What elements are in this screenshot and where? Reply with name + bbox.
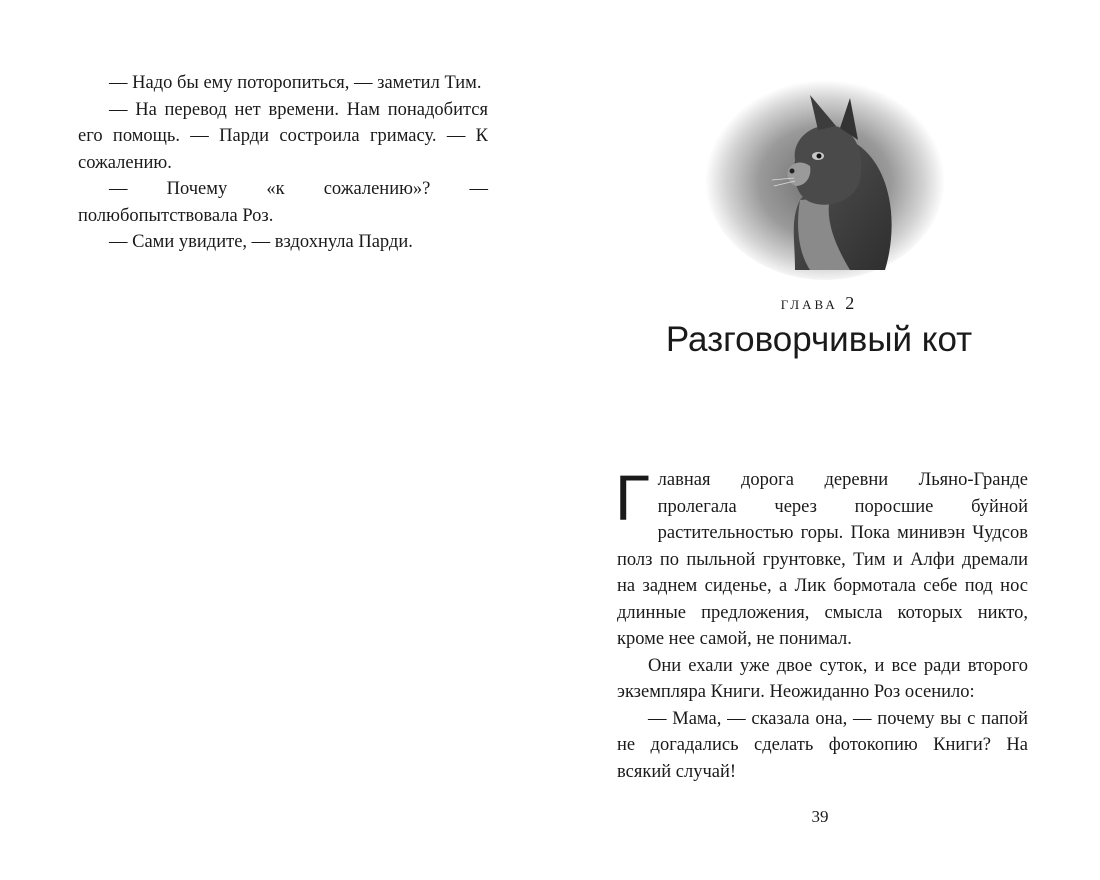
right-page-text bbox=[615, 462, 1028, 785]
chapter-title: Разговорчивый кот bbox=[665, 320, 973, 359]
right-paragraph: — Мама, — сказала она, — почему вы с папой не догадались сделать фотокопию Книги? На всякий случай! bbox=[617, 708, 1028, 782]
left-paragraph: — Почему «к сожалению»? — полюбопытствовала Роз. bbox=[78, 179, 488, 226]
cat-illustration bbox=[700, 70, 950, 280]
right-paragraph: Они ехали уже двое суток, и все ради второго экземпляра Книги. Неожиданно Роз осенило: bbox=[617, 655, 1028, 702]
cat-portrait-icon bbox=[700, 70, 950, 280]
drop-cap: Г bbox=[615, 462, 650, 534]
first-paragraph-text: лавная дорога деревни Льяно-Гранде пролегала через поросшие буйной растительностью горы. Пока минивэн Чудсов полз по пыльной грунтовке, Тим и Алфи дремали на заднем сиденье, а Лик бормотала себе под нос длинные предложения, смысла которых никто, кроме нее самой, не понимал. bbox=[617, 470, 1028, 649]
page-number: 39 bbox=[811, 807, 829, 826]
left-paragraph: — На перевод нет времени. Нам понадобится его помощь. — Парди состроила гримасу. — К сожалению. bbox=[78, 99, 488, 173]
chapter-label: глава 2 bbox=[780, 293, 858, 313]
first-paragraph bbox=[615, 462, 1028, 653]
left-paragraph: — Надо бы ему поторопиться, — заметил Тим. bbox=[109, 73, 482, 93]
left-page-text bbox=[78, 70, 488, 256]
left-paragraph: — Сами увидите, — вздохнула Парди. bbox=[109, 232, 413, 252]
